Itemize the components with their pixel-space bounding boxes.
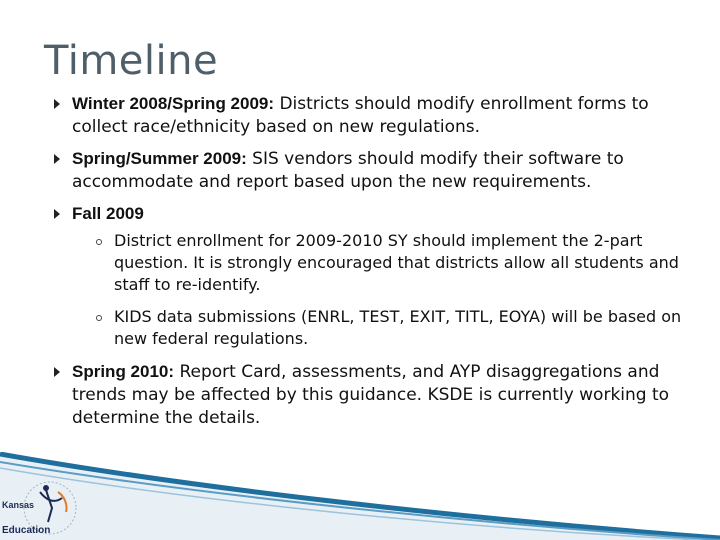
- triangle-bullet-icon: [54, 209, 60, 219]
- bullet-text: Districts should modify enrollment forms to collect race/ethnicity based on new regulations.: [72, 94, 649, 137]
- logo-text-education: Education: [2, 525, 51, 536]
- bullet-lead: Winter 2008/Spring 2009:: [72, 94, 275, 113]
- bullet-text: Report Card, assessments, and AYP disaggregations and trends may be affected by this guidance. KSDE is currently working to determine the details.: [72, 362, 670, 428]
- sub-bullet-enrollment: [94, 230, 692, 296]
- bullet-text: SIS vendors should modify their software to accommodate and report based upon the new requirements.: [72, 149, 624, 192]
- decorative-wave-band: [0, 452, 720, 540]
- bullet-winter-spring-2009: [52, 92, 692, 139]
- circle-bullet-icon: [96, 315, 102, 321]
- sub-bullet-text: District enrollment for 2009-2010 SY should implement the 2-part question. It is strongly encouraged that districts allow all students and staff to re-identify.: [114, 231, 679, 294]
- triangle-bullet-icon: [54, 99, 60, 109]
- bullet-lead: Fall 2009: [72, 204, 144, 223]
- triangle-bullet-icon: [54, 154, 60, 164]
- triangle-bullet-icon: [54, 367, 60, 377]
- bullet-spring-summer-2009: [52, 147, 692, 194]
- bullet-spring-2010: [52, 360, 692, 430]
- bullet-lead: Spring/Summer 2009:: [72, 149, 247, 168]
- slide-title: Timeline: [44, 38, 219, 84]
- sub-bullet-list: [72, 230, 692, 350]
- bullet-fall-2009: [52, 202, 692, 350]
- sub-bullet-text: KIDS data submissions (ENRL, TEST, EXIT, TITL, EOYA) will be based on new federal regulations.: [114, 307, 682, 348]
- bullet-list: [52, 92, 692, 438]
- bullet-lead: Spring 2010:: [72, 362, 175, 381]
- circle-bullet-icon: [96, 239, 102, 245]
- sub-bullet-kids: [94, 306, 692, 350]
- logo-text-kansas: Kansas: [2, 500, 35, 510]
